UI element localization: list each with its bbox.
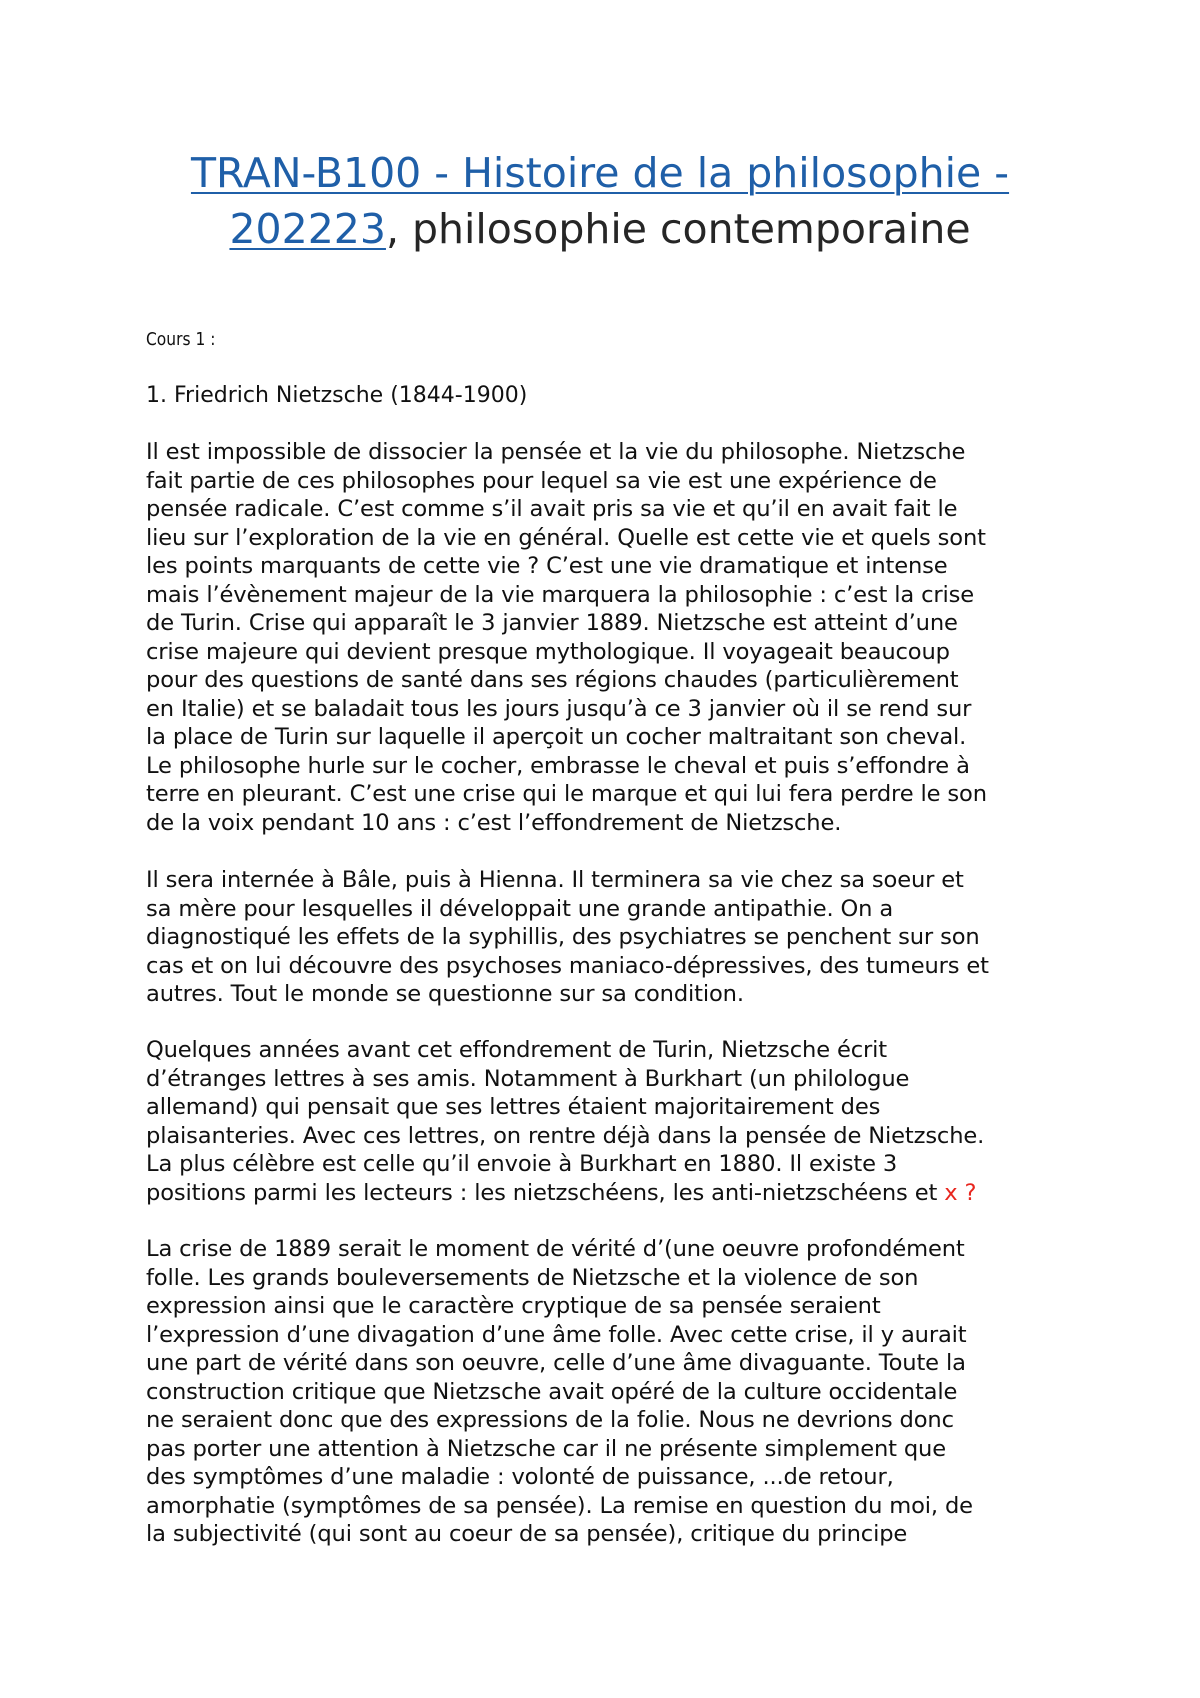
highlighted-question: x ?: [944, 1179, 977, 1206]
text-segment: positions parmi les lecteurs : les nietzschéens, les anti-nietzschéens et: [146, 1179, 945, 1206]
title-subtitle: , philosophie contemporaine: [385, 205, 971, 253]
text-line: en Italie) et se baladait tous les jours jusqu’à ce 3 janvier où il se rend sur: [146, 695, 972, 722]
text-line-with-highlight: [146, 1179, 1086, 1208]
text-line: lieu sur l’exploration de la vie en général. Quelle est cette vie et quels sont: [146, 524, 986, 551]
text-line: les points marquants de cette vie ? C’est une vie dramatique et intense: [146, 553, 948, 579]
text-line: la subjectivité (qui sont au coeur de sa pensée), critique du principe: [146, 1521, 908, 1547]
text-line: La crise de 1889 serait le moment de vérité d’(une oeuvre profondément: [146, 1236, 965, 1262]
text-line: pour des questions de santé dans ses régions chaudes (particulièrement: [146, 667, 959, 693]
section-heading: 1. Friedrich Nietzsche (1844-1900): [146, 383, 528, 408]
text-line: expression ainsi que le caractère cryptique de sa pensée seraient: [146, 1293, 881, 1319]
text-line: autres. Tout le monde se questionne sur sa condition.: [146, 981, 744, 1007]
text-line: amorphatie (symptômes de sa pensée). La remise en question du moi, de: [146, 1492, 973, 1519]
text-line: d’étranges lettres à ses amis. Notamment à Burkhart (un philologue: [146, 1065, 910, 1092]
text-line: ne seraient donc que des expressions de la folie. Nous ne devrions donc: [146, 1407, 954, 1433]
paragraph-2: [146, 866, 1086, 1009]
text-line: mais l’évènement majeur de la vie marquera la philosophie : c’est la crise: [146, 581, 975, 608]
text-line: construction critique que Nietzsche avait opéré de la culture occidentale: [146, 1378, 958, 1405]
text-line: allemand) qui pensait que ses lettres étaient majoritairement des: [146, 1094, 881, 1120]
text-line: plaisanteries. Avec ces lettres, on rentre déjà dans la pensée de Nietzsche.: [146, 1122, 985, 1149]
paragraph-4: [146, 1235, 1086, 1549]
text-line: des symptômes d’une maladie : volonté de puissance, ...de retour,: [146, 1464, 894, 1490]
paragraph-1: [146, 438, 1086, 837]
text-line: Il sera internée à Bâle, puis à Hienna. Il terminera sa vie chez sa soeur et: [146, 867, 964, 893]
text-line: La plus célèbre est celle qu’il envoie à Burkhart en 1880. Il existe 3: [146, 1151, 898, 1177]
text-line: crise majeure qui devient presque mythologique. Il voyageait beaucoup: [146, 638, 950, 665]
text-line: de la voix pendant 10 ans : c’est l’effondrement de Nietzsche.: [146, 809, 842, 836]
text-line: terre en pleurant. C’est une crise qui le marque et qui lui fera perdre le son: [146, 781, 987, 807]
text-line: pensée radicale. C’est comme s’il avait pris sa vie et qu’il en avait fait le: [146, 496, 958, 522]
text-line: pas porter une attention à Nietzsche car il ne présente simplement que: [146, 1435, 946, 1462]
text-line: folle. Les grands bouleversements de Nietzsche et la violence de son: [146, 1264, 919, 1291]
text-line: l’expression d’une divagation d’une âme folle. Avec cette crise, il y aurait: [146, 1321, 967, 1348]
text-line: une part de vérité dans son oeuvre, celle d’une âme divaguante. Toute la: [146, 1350, 966, 1376]
text-line: sa mère pour lesquelles il développait une grande antipathie. On a: [146, 895, 894, 922]
text-line: Le philosophe hurle sur le cocher, embrasse le cheval et puis s’effondre à: [146, 752, 970, 779]
text-line: de Turin. Crise qui apparaît le 3 janvier 1889. Nietzsche est atteint d’une: [146, 610, 958, 636]
text-line: diagnostiqué les effets de la syphillis, des psychiatres se penchent sur son: [146, 924, 980, 950]
text-line: Il est impossible de dissocier la pensée et la vie du philosophe. Nietzsche: [146, 439, 966, 465]
text-line: fait partie de ces philosophes pour lequel sa vie est une expérience de: [146, 467, 937, 494]
course-title-link[interactable]: TRAN-B100 - Histoire de la philosophie - 202223: [190, 149, 1010, 253]
document-title: [120, 145, 1080, 257]
paragraph-3: [146, 1036, 1086, 1207]
text-line: la place de Turin sur laquelle il aperçoit un cocher maltraitant son cheval.: [146, 724, 967, 750]
cours-label: Cours 1 :: [146, 329, 216, 350]
text-line: cas et on lui découvre des psychoses maniaco-dépressives, des tumeurs et: [146, 952, 989, 979]
text-line: Quelques années avant cet effondrement de Turin, Nietzsche écrit: [146, 1037, 887, 1063]
